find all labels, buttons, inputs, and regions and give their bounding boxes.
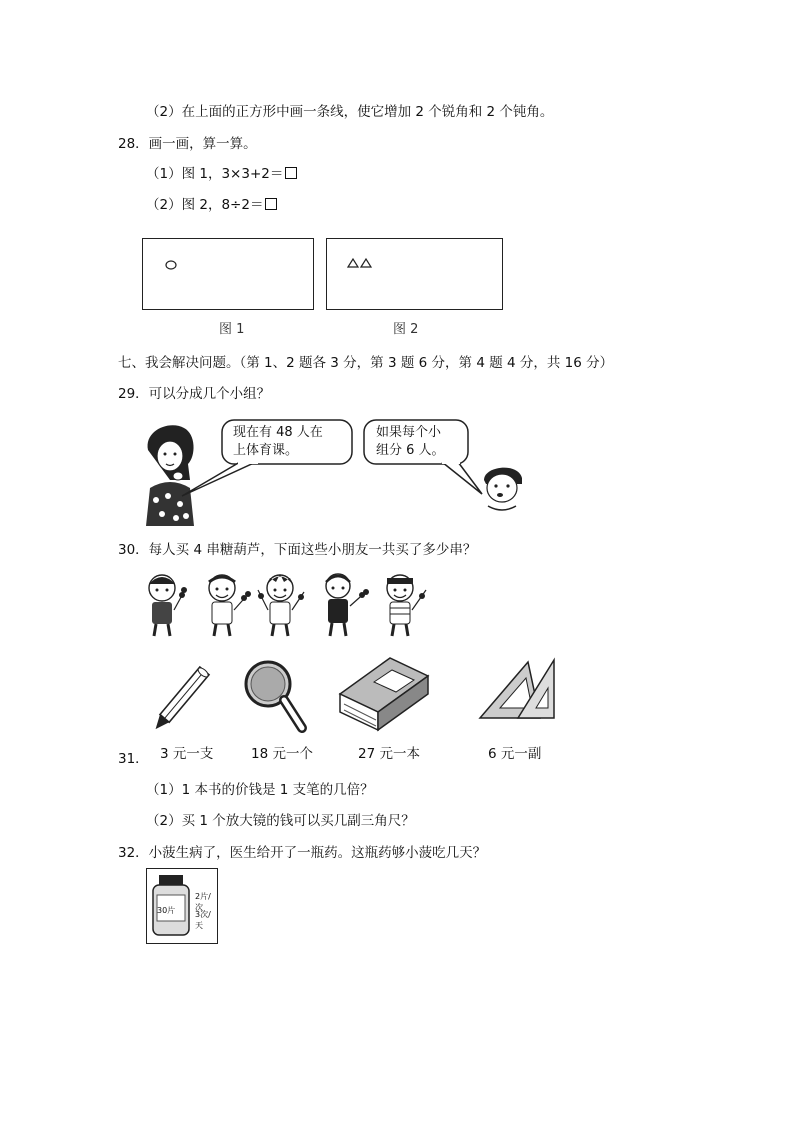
children-illustration [138,570,438,640]
q31-sub2: （2）买 1 个放大镜的钱可以买几副三角尺？ [146,813,415,829]
price-triangle-ruler: 6 元一副 [488,746,542,762]
medicine-box [146,868,218,944]
figure-1-box[interactable] [142,238,314,310]
bubble-1-line-2: 上体育课。 [233,443,299,458]
section-7-title: 七、我会解决问题。（第 1、2 题各 3 分，第 3 题 6 分，第 4 题 4 分，共 16 分） [118,355,614,371]
figure-2-caption: 图 2 [393,322,419,337]
price-pen: 3 元一支 [160,746,214,762]
bubble-1-line-1: 现在有 48 人在 [233,425,323,440]
dose-per-time: 2片/次 [195,892,211,912]
triangle-shapes [347,257,377,269]
answer-box[interactable] [265,198,277,210]
q28-sub2-text: （2）图 2，8÷2＝ [146,197,264,213]
circle-shape [165,259,179,271]
q29-title: 29．可以分成几个小组？ [118,386,271,402]
child-4 [326,574,369,636]
q28-sub2 [146,196,277,214]
bottle-label: 30片 [157,906,176,915]
answer-box[interactable] [285,167,297,179]
q28-title: 28．画一画，算一算。 [118,136,257,152]
q31-number: 31． [118,751,149,767]
q28-sub1 [146,165,297,183]
child-3 [258,574,304,636]
q30-title: 30．每人买 4 串糖葫芦，下面这些小朋友一共买了多少串？ [118,542,477,558]
bubble-2-line-2: 组分 6 人。 [376,443,445,458]
magnifier-icon [240,656,310,736]
q28-sub1-text: （1）图 1，3×3+2＝ [146,166,284,182]
child-5 [387,575,426,636]
child-2 [209,575,251,636]
times-per-day: 3次/天 [195,910,211,930]
boy-illustration [478,462,528,512]
q32-title: 32．小菠生病了，医生给开了一瓶药。这瓶药够小菠吃几天？ [118,845,487,861]
price-magnifier: 18 元一个 [251,746,313,762]
book-icon [336,654,431,734]
pen-icon [150,660,210,740]
q27-sub2: （2）在上面的正方形中画一条线，使它增加 2 个锐角和 2 个钝角。 [146,104,554,120]
figure-2-box[interactable] [326,238,503,310]
bubble-2-line-1: 如果每个小 [376,425,442,440]
figure-1-caption: 图 1 [219,322,245,337]
triangle-ruler-icon [478,654,558,726]
q31-sub1: （1）1 本书的价钱是 1 支笔的几倍？ [146,782,374,798]
price-book: 27 元一本 [358,746,420,762]
child-1 [149,575,187,636]
